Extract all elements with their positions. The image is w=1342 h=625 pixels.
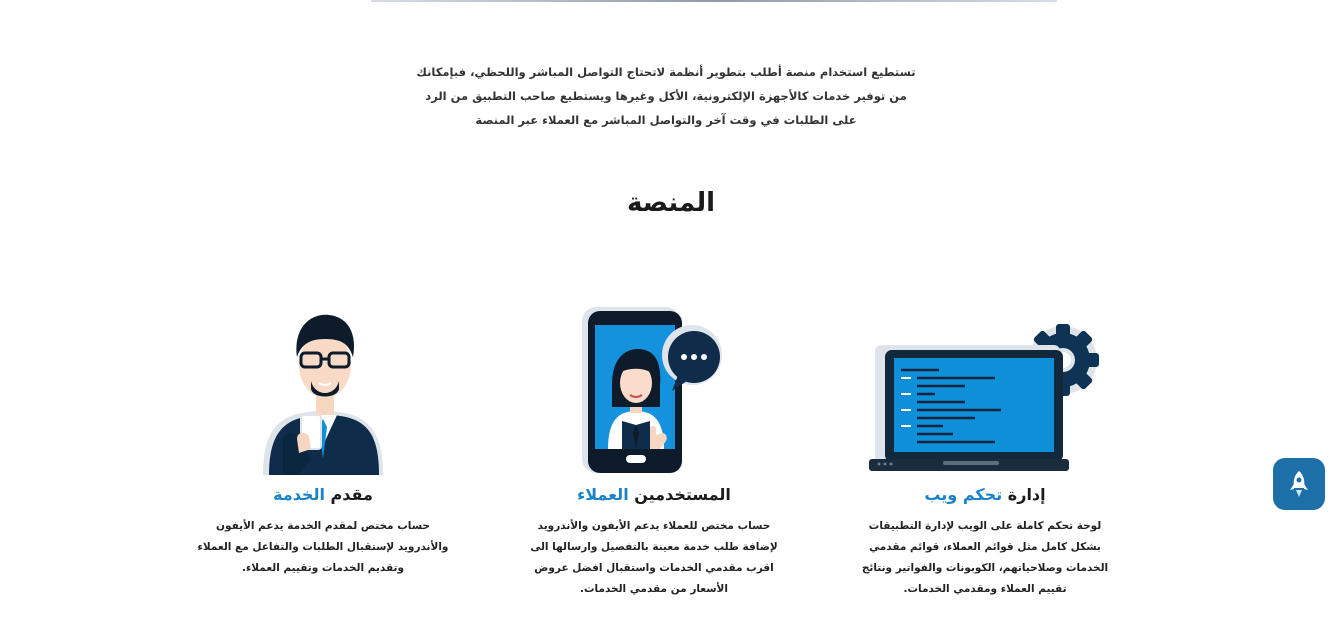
feature-title <box>855 485 1115 504</box>
feature-description: لوحة تحكم كاملة على الويب لإدارة التطبيقات بشكل كامل مثل قوائم العملاء، قوائم مقدمي الخدمات وصلاحياتهم، الكوبونات والفواتير ونتائج تقييم العملاء ومقدمي الخدمات. <box>861 520 1109 595</box>
feature-web-control <box>855 290 1115 600</box>
laptop-gear-icon <box>863 315 1108 475</box>
businessman-phone-icon <box>253 299 393 475</box>
scroll-top-button[interactable] <box>1273 458 1325 510</box>
feature-title-highlight: العملاء <box>577 485 629 504</box>
feature-title-plain: مقدم <box>324 485 373 504</box>
feature-title-highlight: الخدمة <box>273 485 325 504</box>
intro-paragraph: تستطيع استخدام منصة أطلب بتطوير أنظمة لاتحتاج التواصل المباشر واللحظي، فبإمكانك من توفير خدمات كالأجهزة الإلكترونية، الأكل وغيرها ويستطيع صاحب التطبيق من الرد على الطلبات في وقت آخر والتواصل المباشر مع العملاء عبر المنصة <box>416 65 916 127</box>
feature-title-plain: المستخدمين <box>628 485 731 504</box>
rocket-icon <box>1284 469 1314 499</box>
feature-description: حساب مختص لمقدم الخدمة يدعم الأيفون والأندرويد لإستقبال الطلبات والتفاعل مع العملاء وتقديم الخدمات وتقييم العملاء. <box>197 520 449 574</box>
feature-title-highlight: تحكم ويب <box>924 485 1003 504</box>
feature-title-plain: إدارة <box>1002 485 1046 504</box>
top-divider <box>371 0 1057 2</box>
feature-title <box>524 485 784 504</box>
feature-service-provider <box>193 290 453 579</box>
phone-chat-woman-icon <box>574 303 734 475</box>
feature-description: حساب مختص للعملاء يدعم الأيفون والأندرويد لإضافة طلب خدمة معينة بالتفصيل وارسالها الى اقرب مقدمي الخدمات واستقبال افضل عروض الأسعار من مقدمي الخدمات. <box>530 520 778 595</box>
feature-users <box>524 290 784 600</box>
section-title: المنصة <box>626 188 716 218</box>
feature-title <box>193 485 453 504</box>
